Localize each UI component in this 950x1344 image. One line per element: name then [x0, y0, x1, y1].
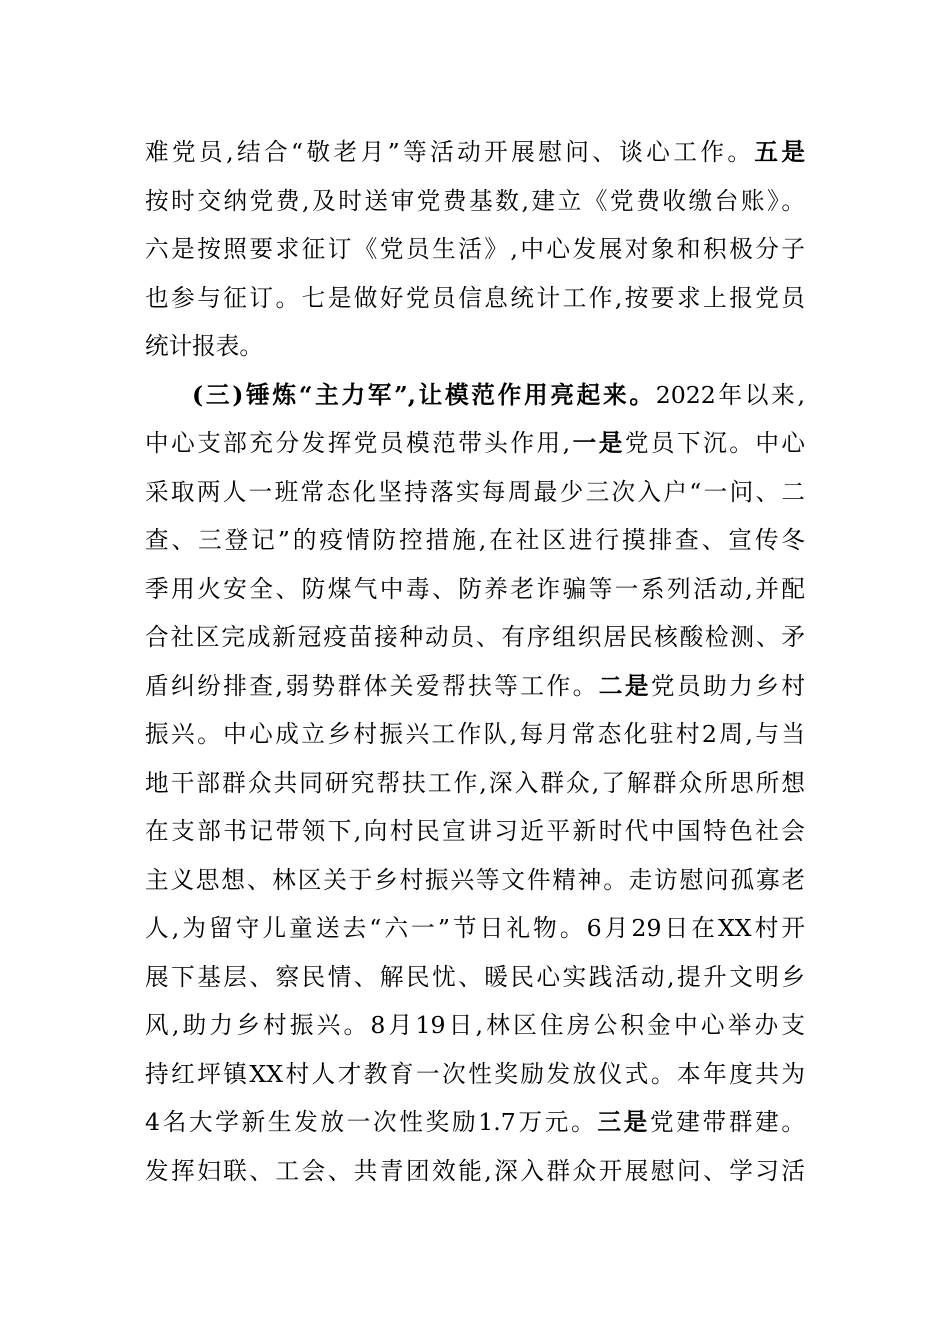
- section-heading-line: (三)锤炼“主力军”,让模范作用亮起来。2022年以来,: [192, 380, 805, 409]
- text-line: 六是按照要求征订《党员生活》,中心发展对象和积极分子: [145, 235, 805, 263]
- text-line: 难党员,结合“敬老月”等活动开展慰问、谈心工作。五是: [145, 138, 806, 166]
- text-line: 统计报表。: [145, 332, 263, 360]
- text-line: 季用火安全、防煤气中毒、防养老诈骗等一系列活动,并配: [145, 574, 805, 603]
- text-line: 振兴。中心成立乡村振兴工作队,每月常态化驻村2周,与当: [145, 720, 805, 748]
- text-line: 合社区完成新冠疫苗接种动员、有序组织居民核酸检测、矛: [145, 623, 805, 651]
- text-line: 在支部书记带领下,向村民宣讲习近平新时代中国特色社会: [145, 817, 805, 845]
- text-line: 地干部群众共同研究帮扶工作,深入群众,了解群众所思所想: [145, 768, 805, 797]
- text-line: 也参与征订。七是做好党员信息统计工作,按要求上报党员: [145, 283, 805, 312]
- text-line: 采取两人一班常态化坚持落实每周最少三次入户“一问、二: [145, 477, 805, 506]
- paragraph-2: [145, 371, 805, 1196]
- text-line: 人,为留守儿童送去“六一”节日礼物。6月29日在XX村开: [145, 914, 805, 942]
- text-line: 展下基层、察民情、解民忧、暖民心实践活动,提升文明乡: [145, 962, 805, 991]
- text-line: 风,助力乡村振兴。8月19日,林区住房公积金中心举办支: [145, 1011, 805, 1039]
- text-line: 4名大学新生发放一次性奖励1.7万元。三是党建带群建。: [145, 1108, 805, 1136]
- text-line: 主义思想、林区关于乡村振兴等文件精神。走访慰问孤寡老: [145, 865, 805, 894]
- text-line: 按时交纳党费,及时送审党费基数,建立《党费收缴台账》。: [145, 186, 805, 215]
- text-line: 中心支部充分发挥党员模范带头作用,一是党员下沉。中心: [145, 429, 806, 457]
- document-body: [145, 128, 805, 1195]
- text-line: 查、三登记”的疫情防控措施,在社区进行摸排查、宣传冬: [145, 526, 805, 554]
- paragraph-1: [145, 128, 805, 371]
- text-line: 盾纠纷排查,弱势群体关爱帮扶等工作。二是党员助力乡村: [145, 671, 806, 700]
- text-line: 发挥妇联、工会、共青团效能,深入群众开展慰问、学习活: [145, 1156, 805, 1185]
- text-line: 持红坪镇XX村人才教育一次性奖励发放仪式。本年度共为: [145, 1059, 805, 1088]
- section-heading: (三)锤炼“主力军”,让模范作用亮起来。: [192, 380, 656, 409]
